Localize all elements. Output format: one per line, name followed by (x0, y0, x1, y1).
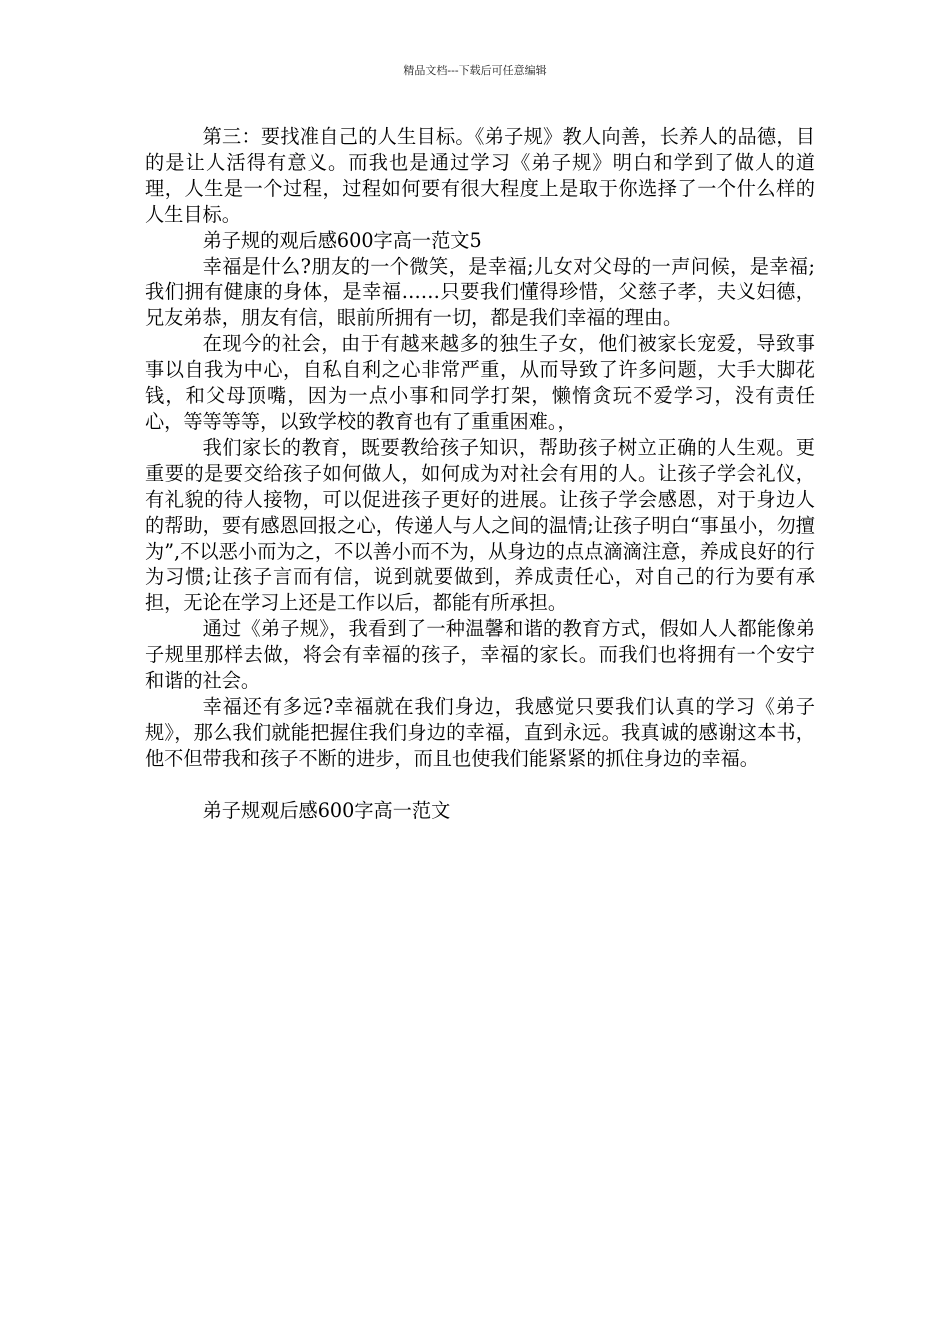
document-body (145, 124, 815, 823)
section-heading-5: 弟子规的观后感600字高一范文5 (202, 228, 482, 252)
paragraph-conclusion: 幸福还有多远?幸福就在我们身边，我感觉只要我们认真的学习《弟子规》，那么我们就能把握住我们身边的幸福，直到永远。我真诚的感谢这本书，他不但带我和孩子不断的进步，而且也使我们能紧紧的抓住身边的幸福。 (145, 694, 815, 770)
paragraph-goal: 第三：要找准自己的人生目标。《弟子规》教人向善，长养人的品德，目的是让人活得有意义。而我也是通过学习《弟子规》明白和学到了做人的道理，人生是一个过程，过程如何要有很大程度上是取于你选择了一个什么样的人生目标。 (145, 125, 815, 226)
page-header: 精品文档---下载后可任意编辑 (403, 64, 547, 77)
paragraph-society: 在现今的社会，由于有越来越多的独生子女，他们被家长宠爱，导致事事以自我为中心，自私自利之心非常严重，从而导致了许多问题，大手大脚花钱，和父母顶嘴，因为一点小事和同学打架，懒惰贪玩不爱学习，没有责任心，等等等等，以致学校的教育也有了重重困难。， (145, 332, 815, 433)
paragraph-harmony: 通过《弟子规》，我看到了一种温馨和谐的教育方式，假如人人都能像弟子规里那样去做，将会有幸福的孩子，幸福的家长。而我们也将拥有一个安宁和谐的社会。 (145, 617, 815, 693)
paragraph-parent-education: 我们家长的教育，既要教给孩子知识，帮助孩子树立正确的人生观。更重要的是要交给孩子如何做人，如何成为对社会有用的人。让孩子学会礼仪，有礼貌的待人接物，可以促进孩子更好的进展。让孩子学会感恩，对于身边人的帮助，要有感恩回报之心，传递人与人之间的温情;让孩子明白“事虽小，勿擅为”,不以恶小而为之，不以善小而不为，从身边的点点滴滴注意，养成良好的行为习惯;让孩子言而有信，说到就要做到，养成责任心，对自己的行为要有承担，无论在学习上还是工作以后，都能有所承担。 (145, 435, 815, 615)
spacer (145, 772, 815, 798)
footer-title: 弟子规观后感600字高一范文 (202, 798, 451, 822)
paragraph-happiness: 幸福是什么?朋友的一个微笑，是幸福;儿女对父母的一声问候，是幸福;我们拥有健康的身体，是幸福……只要我们懂得珍惜，父慈子孝，夫义妇德，兄友弟恭，朋友有信，眼前所拥有一切，都是我们幸福的理由。 (145, 254, 815, 330)
